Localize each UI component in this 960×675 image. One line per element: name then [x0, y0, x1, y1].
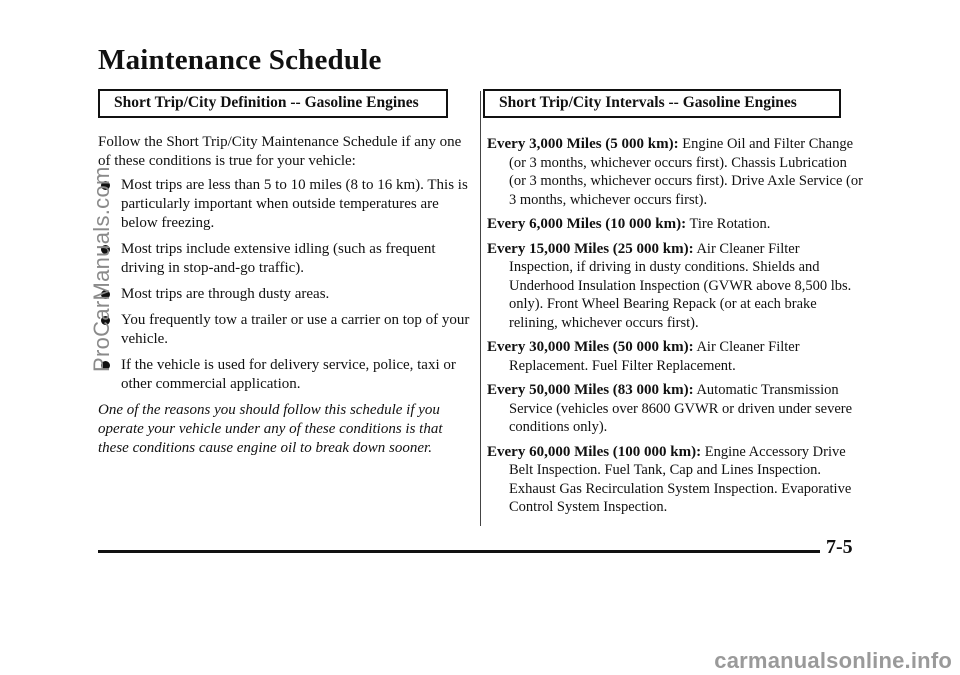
- interval-services: Tire Rotation.: [686, 216, 771, 232]
- list-item: [98, 311, 470, 349]
- list-item: [98, 356, 470, 394]
- interval-item: [487, 215, 867, 234]
- column-divider: [480, 91, 481, 526]
- italic-note: One of the reasons you should follow this schedule if you operate your vehicle under any of these conditions is that these conditions cause engine oil to break down sooner.: [98, 402, 443, 456]
- interval-mileage: Every 30,000 Miles (50 000 km):: [487, 339, 694, 355]
- condition-text: You frequently tow a trailer or use a carrier on top of your vehicle.: [121, 312, 470, 347]
- interval-services: Engine Oil and Filter Change (or 3 months, whichever occurs first). Chassis Lubrication (or 3 months, whichever occurs first). Drive Axle Service (or 3 months, whichever occurs first).: [509, 136, 863, 208]
- page-title: Maintenance Schedule: [98, 44, 382, 76]
- interval-item: [487, 338, 867, 375]
- condition-text: If the vehicle is used for delivery service, police, taxi or other commercial application.: [121, 357, 456, 392]
- definition-heading: Short Trip/City Definition -- Gasoline Engines: [98, 89, 448, 118]
- interval-mileage: Every 3,000 Miles (5 000 km):: [487, 136, 679, 152]
- interval-services: Air Cleaner Filter Inspection, if driving in dusty conditions. Shields and Underhood Insulation Inspection (GVWR above 8,500 lbs. only). Front Wheel Bearing Repack (or at each brake relining, whichever occurs first).: [509, 240, 852, 331]
- footer-watermark-url: carmanualsonline.info: [714, 648, 952, 673]
- definition-intro: Follow the Short Trip/City Maintenance Schedule if any one of these conditions is true for your vehicle:: [98, 134, 462, 169]
- footer-rule: [98, 550, 820, 553]
- condition-text: Most trips are less than 5 to 10 miles (8 to 16 km). This is particularly important when outside temperatures are below freezing.: [121, 177, 468, 231]
- interval-mileage: Every 15,000 Miles (25 000 km):: [487, 240, 694, 257]
- condition-list: [98, 176, 470, 394]
- short-trip-definition-column: [98, 89, 470, 458]
- interval-services: Air Cleaner Filter Replacement. Fuel Filter Replacement.: [509, 339, 800, 374]
- interval-mileage: Every 6,000 Miles (10 000 km):: [487, 216, 687, 232]
- interval-item: [487, 443, 867, 517]
- interval-mileage: Every 50,000 Miles (83 000 km):: [487, 382, 694, 398]
- side-watermark: ProCarManuals.com: [89, 166, 114, 372]
- intervals-heading: Short Trip/City Intervals -- Gasoline Engines: [483, 89, 841, 118]
- interval-item: [487, 240, 867, 333]
- page-number: 7-5: [826, 536, 853, 558]
- interval-item: [487, 135, 867, 209]
- list-item: [98, 240, 470, 278]
- interval-services: Automatic Transmission Service (vehicles over 8600 GVWR or driven under severe conditions only).: [509, 382, 853, 435]
- interval-services: Engine Accessory Drive Belt Inspection. Fuel Tank, Cap and Lines Inspection. Exhaust Gas Recirculation System Inspection. Evaporative Control System Inspection.: [509, 443, 852, 515]
- interval-list: [487, 135, 867, 517]
- condition-text: Most trips include extensive idling (such as frequent driving in stop-and-go traffic).: [121, 241, 436, 276]
- list-item: [98, 285, 470, 304]
- short-trip-intervals-column: [487, 89, 867, 523]
- condition-text: Most trips are through dusty areas.: [121, 286, 330, 302]
- interval-item: [487, 381, 867, 437]
- interval-mileage: Every 60,000 Miles (100 000 km):: [487, 443, 702, 460]
- list-item: [98, 176, 470, 233]
